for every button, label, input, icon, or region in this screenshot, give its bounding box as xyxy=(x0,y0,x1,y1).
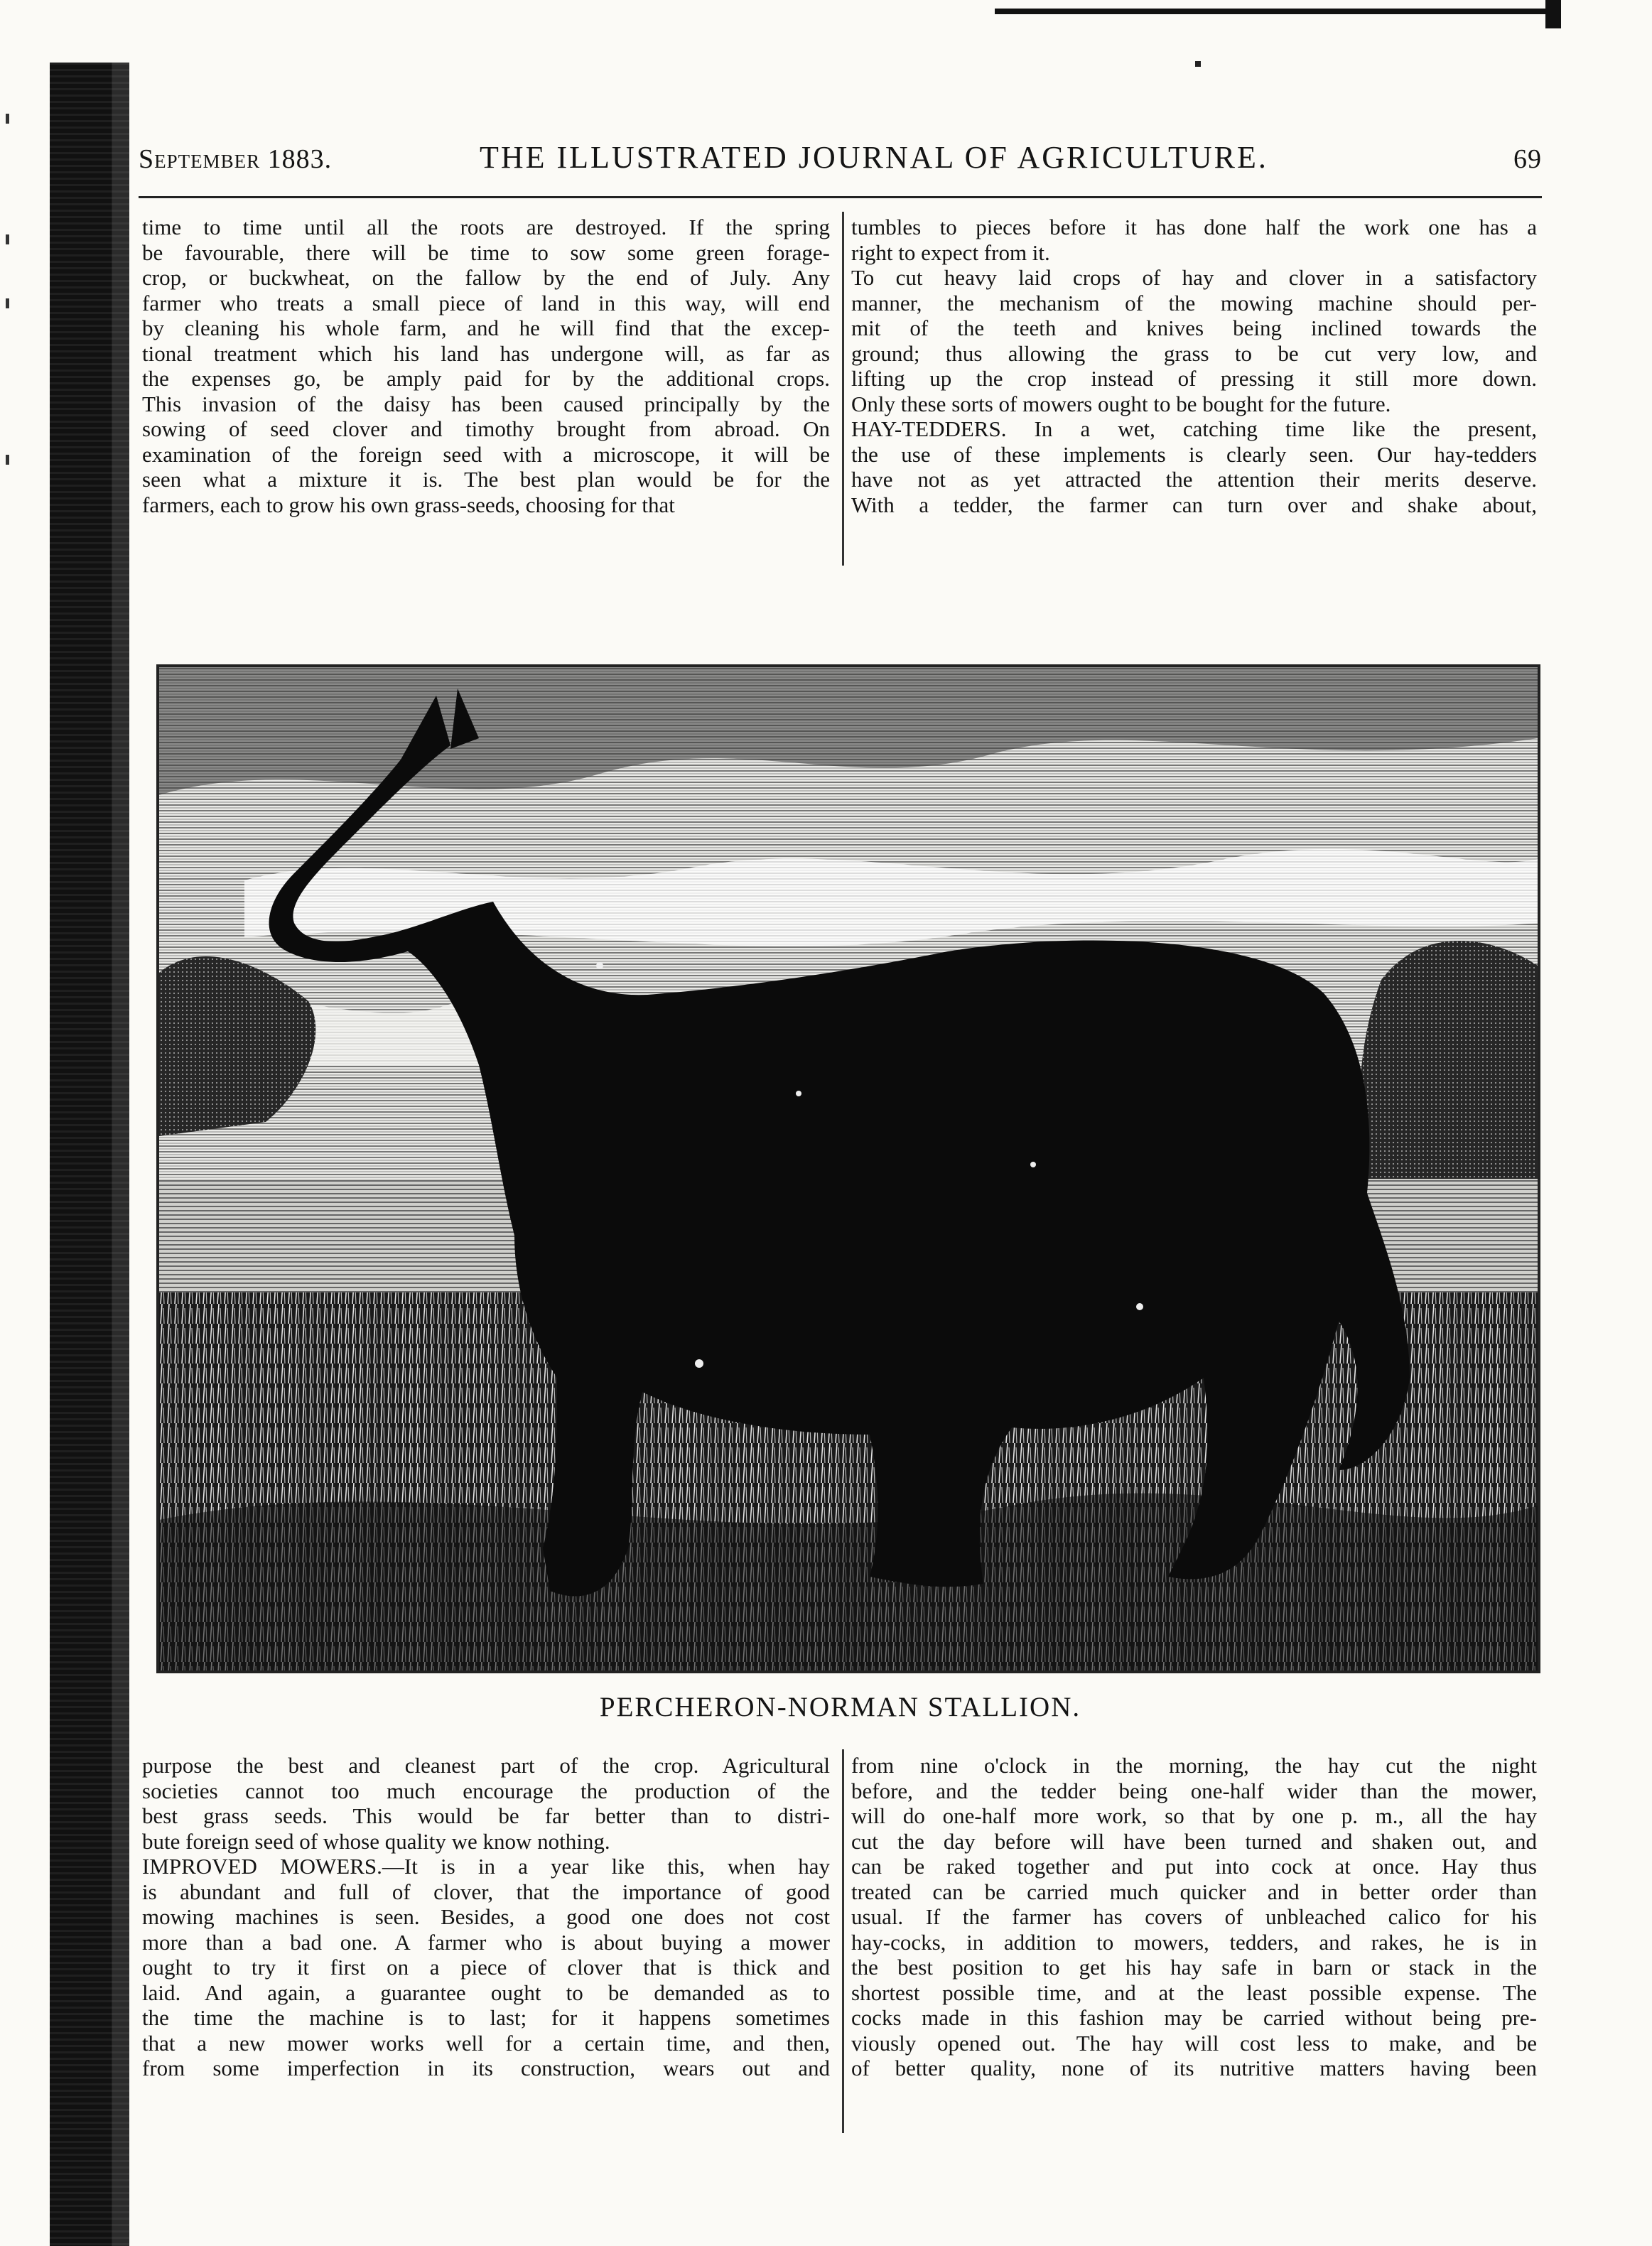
margin-mark xyxy=(6,298,9,308)
upper-left-column xyxy=(142,215,830,517)
text-line: societies cannot too much encourage the production of the xyxy=(142,1778,830,1803)
margin-mark xyxy=(6,234,9,244)
text-line: bute foreign seed of whose quality we know nothing. xyxy=(142,1828,610,1854)
text-line: lifting up the crop instead of pressing it still more down. xyxy=(851,366,1537,391)
text-line: the time the machine is to last; for it happens sometimes xyxy=(142,2005,830,2030)
text-line: purpose the best and cleanest part of the crop. Agricultural xyxy=(142,1753,830,1778)
page-number: 69 xyxy=(1513,144,1542,174)
text-line: To cut heavy laid crops of hay and clover in a satisfactory xyxy=(851,265,1537,290)
text-line: the expenses go, be amply paid for by the additional crops. xyxy=(142,366,830,391)
text-line: from some imperfection in its construction, wears out and xyxy=(142,2056,830,2080)
margin-mark xyxy=(6,455,9,465)
text-line: farmers, each to grow his own grass-seeds, choosing for that xyxy=(142,492,675,517)
text-line: IMPROVED MOWERS.—It is in a year like this, when hay xyxy=(142,1854,830,1879)
text-line: This invasion of the daisy has been caused principally by the xyxy=(142,391,830,416)
text-line: by cleaning his whole farm, and he will find that the excep- xyxy=(142,315,830,340)
text-line: of better quality, none of its nutritive matters having been xyxy=(851,2056,1537,2080)
upper-right-column xyxy=(851,215,1537,517)
text-line: more than a bad one. A farmer who is about buying a mower xyxy=(142,1929,830,1955)
text-line: ought to try it first on a piece of clover that is thick and xyxy=(142,1955,830,1980)
text-line: Only these sorts of mowers ought to be bought for the future. xyxy=(851,391,1391,416)
text-line: is abundant and full of clover, that the importance of good xyxy=(142,1879,830,1904)
top-rule-end xyxy=(1545,0,1561,28)
text-line: With a tedder, the farmer can turn over and shake about, xyxy=(851,492,1537,517)
issue-date: September 1883. xyxy=(139,144,333,174)
figure-caption: PERCHERON-NORMAN STALLION. xyxy=(599,1692,1081,1722)
text-line: viously opened out. The hay will cost less to make, and be xyxy=(851,2030,1537,2056)
text-line: from nine o'clock in the morning, the hay cut the night xyxy=(851,1753,1537,1778)
column-divider xyxy=(842,212,844,566)
text-line: the use of these implements is clearly seen. Our hay-tedders xyxy=(851,441,1537,467)
text-line: farmer who treats a small piece of land in this way, will end xyxy=(142,290,830,315)
percheron-stallion-icon xyxy=(159,667,1538,1670)
text-line: tumbles to pieces before it has done half the work one has a xyxy=(851,215,1537,239)
text-line: mowing machines is seen. Besides, a good one does not cost xyxy=(142,1904,830,1929)
top-rule xyxy=(995,9,1549,14)
text-line: treated can be carried much quicker and in better order than xyxy=(851,1879,1537,1904)
text-line: time to time until all the roots are destroyed. If the spring xyxy=(142,215,830,239)
text-line: manner, the mechanism of the mowing machine should per- xyxy=(851,290,1537,315)
binding-edge xyxy=(50,63,129,2246)
journal-title: THE ILLUSTRATED JOURNAL OF AGRICULTURE. xyxy=(480,140,1268,175)
text-line: tional treatment which his land has undergone will, as far as xyxy=(142,340,830,366)
text-line: crop, or buckwheat, on the fallow by the end of July. Any xyxy=(142,265,830,290)
text-line: mit of the teeth and knives being inclined towards the xyxy=(851,315,1537,340)
text-line: can be raked together and put into cock at once. Hay thus xyxy=(851,1854,1537,1879)
text-line: sowing of seed clover and timothy brought from abroad. On xyxy=(142,416,830,441)
text-line: cut the day before will have been turned and shaken out, and xyxy=(851,1828,1537,1854)
text-line: right to expect from it. xyxy=(851,239,1050,265)
stallion-engraving xyxy=(156,664,1540,1673)
head-rule xyxy=(139,196,1542,198)
margin-mark xyxy=(6,114,9,124)
text-line: will do one-half more work, so that by one p. m., all the hay xyxy=(851,1803,1537,1828)
text-line: best grass seeds. This would be far better than to distri- xyxy=(142,1803,830,1828)
ink-speck xyxy=(1195,61,1201,67)
text-line: laid. And again, a guarantee ought to be demanded as to xyxy=(142,1980,830,2005)
text-line: that a new mower works well for a certain time, and then, xyxy=(142,2030,830,2056)
text-line: have not as yet attracted the attention their merits deserve. xyxy=(851,467,1537,492)
lower-right-column xyxy=(851,1753,1537,2081)
column-divider xyxy=(842,1749,844,2133)
text-line: usual. If the farmer has covers of unbleached calico for his xyxy=(851,1904,1537,1929)
text-line: seen what a mixture it is. The best plan would be for the xyxy=(142,467,830,492)
lower-left-column xyxy=(142,1753,830,2081)
text-line: shortest possible time, and at the least possible expense. The xyxy=(851,1980,1537,2005)
text-line: the best position to get his hay safe in barn or stack in the xyxy=(851,1955,1537,1980)
text-line: ground; thus allowing the grass to be cut very low, and xyxy=(851,340,1537,366)
text-line: cocks made in this fashion may be carried without being pre- xyxy=(851,2005,1537,2030)
text-line: HAY-TEDDERS. In a wet, catching time like the present, xyxy=(851,416,1537,441)
text-line: be favourable, there will be time to sow some green forage- xyxy=(142,239,830,265)
text-line: before, and the tedder being one-half wider than the mower, xyxy=(851,1778,1537,1803)
running-head xyxy=(139,139,1542,179)
text-line: examination of the foreign seed with a microscope, it will be xyxy=(142,441,830,467)
text-line: hay-cocks, in addition to mowers, tedders, and rakes, he is in xyxy=(851,1929,1537,1955)
